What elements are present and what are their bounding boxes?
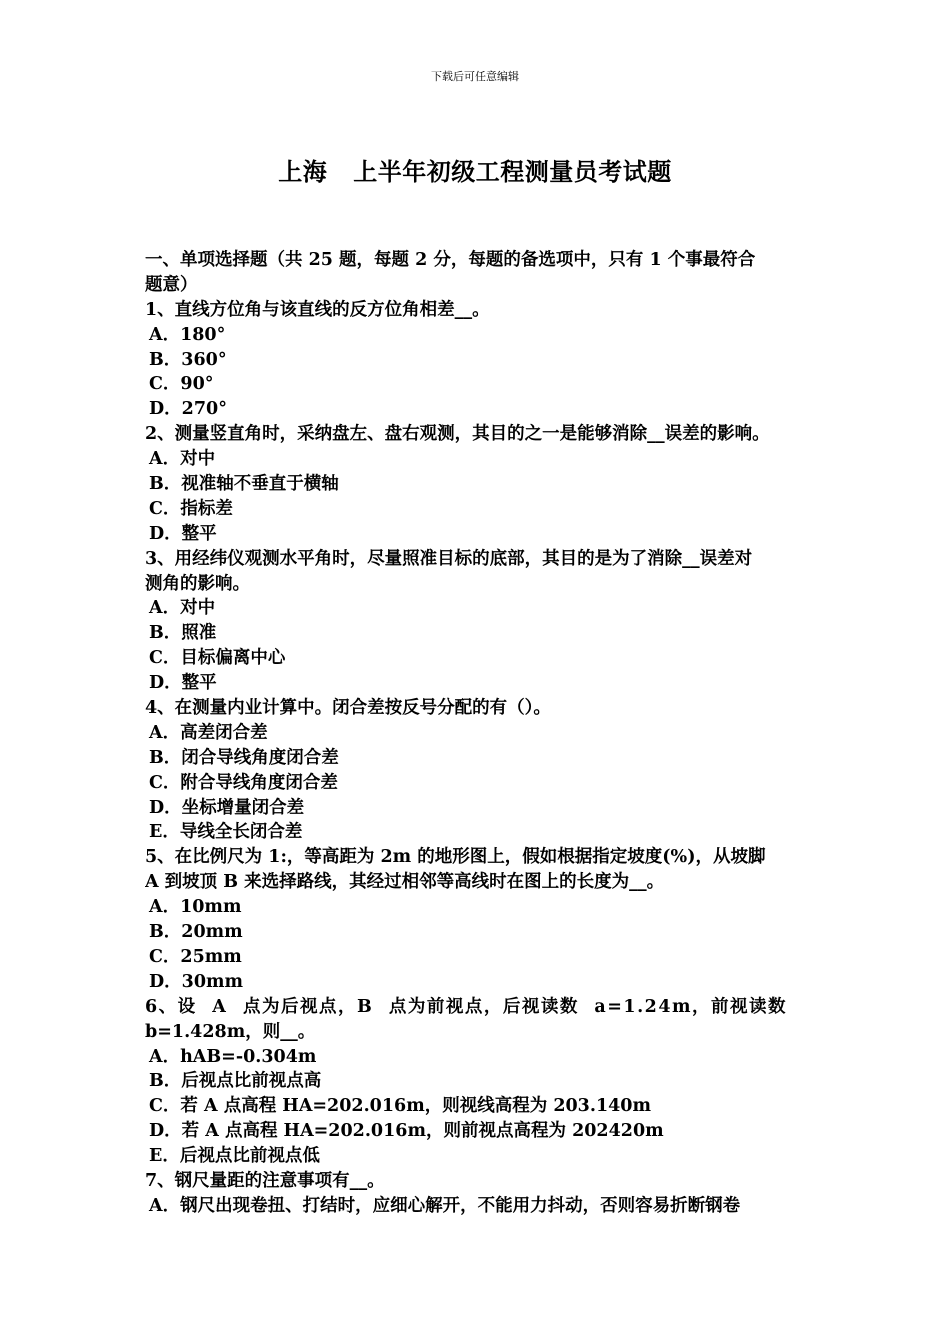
question-text: 4、在测量内业计算中。闭合差按反号分配的有（）。	[145, 698, 551, 719]
question-2	[145, 422, 813, 546]
question-text-continued: b=1.428m，则__。	[145, 1021, 316, 1042]
option-b: B．闭合导线角度闭合差	[149, 747, 339, 768]
option-b: B．后视点比前视点高	[149, 1071, 322, 1092]
option-a: A．钢尺出现卷扭、打结时，应细心解开，不能用力抖动，否则容易折断钢卷	[149, 1195, 741, 1216]
question-text: 7、钢尺量距的注意事项有__。	[145, 1170, 385, 1191]
question-text: 3、用经纬仪观测水平角时，尽量照准目标的底部，其目的是为了消除__误差对	[145, 548, 753, 569]
document-body	[145, 248, 813, 1219]
option-a: A．180°	[149, 324, 226, 345]
header-note: 下载后可任意编辑	[431, 70, 519, 83]
question-7	[145, 1169, 813, 1219]
question-3	[145, 547, 813, 696]
option-c: C．附合导线角度闭合差	[149, 772, 338, 793]
question-6	[145, 995, 813, 1169]
option-d: D．若 A 点高程 HA=202.016m，则前视点高程为 202420m	[149, 1121, 664, 1142]
option-c: C．目标偏离中心	[149, 648, 286, 669]
option-d: D．坐标增量闭合差	[149, 797, 305, 818]
option-c: C．指标差	[149, 498, 233, 519]
page-title	[0, 152, 950, 187]
option-d: D．整平	[149, 523, 217, 544]
question-text: 6、设 A 点为后视点，B 点为前视点，后视读数 a=1.24m，前视读数	[145, 996, 788, 1017]
option-b: B．360°	[149, 349, 227, 370]
question-text-continued: A 到坡顶 B 来选择路线，其经过相邻等高线时在图上的长度为__。	[145, 872, 665, 893]
option-c: C．25mm	[149, 946, 242, 967]
option-c: C．若 A 点高程 HA=202.016m，则视线高程为 203.140m	[149, 1096, 651, 1117]
question-text: 2、测量竖直角时，采纳盘左、盘右观测，其目的之一是能够消除__误差的影响。	[145, 424, 770, 445]
option-a: A．对中	[149, 449, 216, 470]
option-a: A．对中	[149, 598, 216, 619]
option-e: E．导线全长闭合差	[149, 822, 303, 843]
question-text: 5、在比例尺为 1:，等高距为 2m 的地形图上，假如根据指定坡度(%)，从坡脚	[145, 847, 766, 868]
question-5	[145, 845, 813, 994]
question-4	[145, 696, 813, 845]
option-a: A．hAB=-0.304m	[149, 1046, 317, 1067]
question-1	[145, 298, 813, 422]
option-a: A．10mm	[149, 897, 242, 918]
option-c: C．90°	[149, 374, 214, 395]
title-region: 上海	[278, 157, 328, 186]
option-d: D．270°	[149, 399, 227, 420]
question-text: 1、直线方位角与该直线的反方位角相差__。	[145, 299, 490, 320]
option-e: E．后视点比前视点低	[149, 1146, 320, 1167]
option-b: B．视准轴不垂直于横轴	[149, 474, 339, 495]
option-a: A．高差闭合差	[149, 722, 268, 743]
option-b: B．照准	[149, 623, 217, 644]
section-heading-line-2: 题意）	[145, 274, 198, 295]
section-heading-line-1: 一、单项选择题（共 25 题，每题 2 分，每题的备选项中，只有 1 个事最符合	[145, 250, 756, 270]
question-text-continued: 测角的影响。	[145, 573, 250, 594]
option-b: B．20mm	[149, 922, 243, 943]
option-d: D．30mm	[149, 971, 244, 992]
title-main: 上半年初级工程测量员考试题	[353, 157, 672, 186]
option-d: D．整平	[149, 673, 217, 694]
